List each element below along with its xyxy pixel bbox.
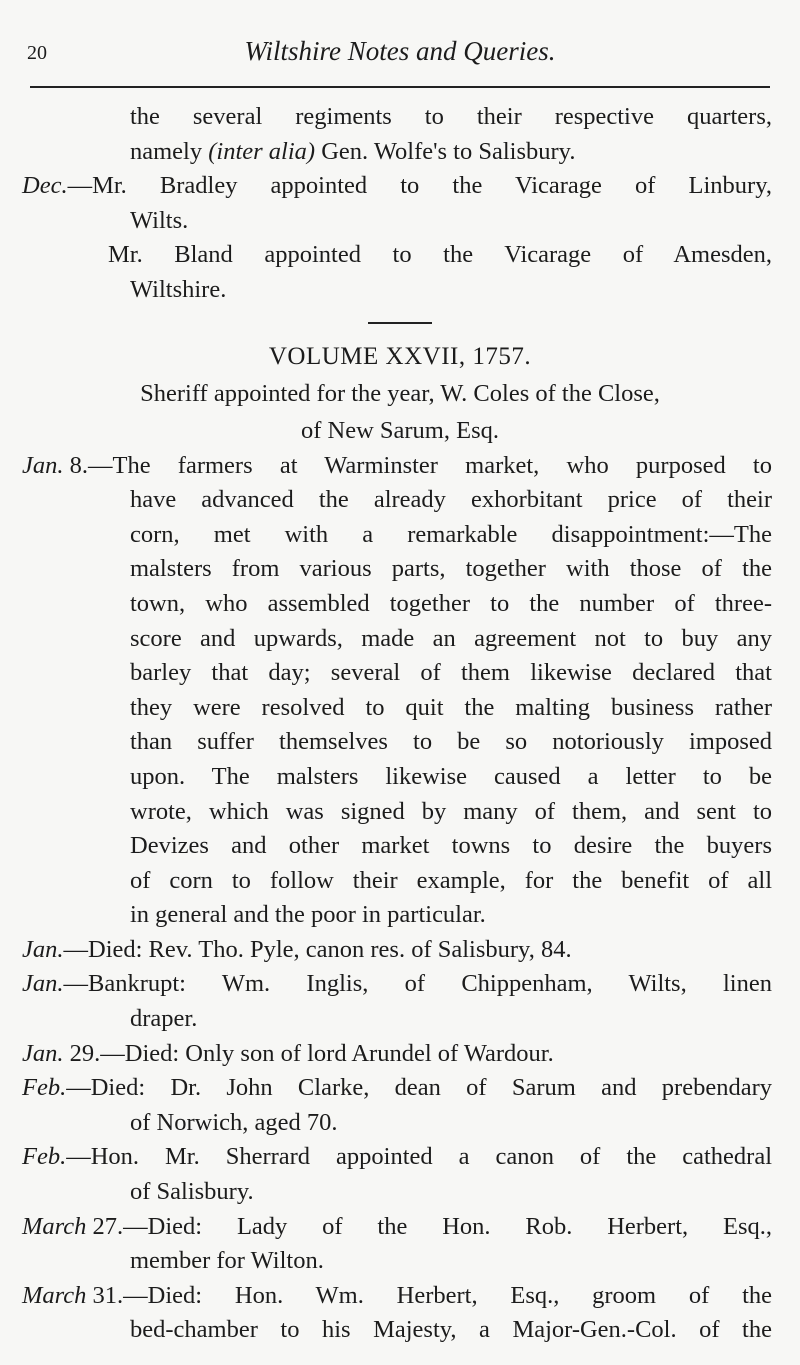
entry-first-line: Mr. Bland appointed to the Vicarage of Amesden, [108, 241, 772, 269]
entry-month: Feb. [22, 1143, 67, 1171]
entry-day: 29. [69, 1039, 101, 1067]
entry-date [22, 967, 64, 1002]
entry-day: 31. [92, 1281, 124, 1309]
entry-date [22, 1071, 66, 1106]
entry-continuation-line: Wilts. [130, 206, 189, 234]
volume-intro-line: of New Sarum, Esq. [300, 416, 499, 444]
entry-text: —Died: Only son of lord Arundel of Wardour. [100, 1039, 554, 1067]
entry-first-line [22, 1210, 772, 1245]
chronicle-entry [0, 1071, 800, 1140]
entry-first-line [22, 1140, 772, 1175]
entry-continuation-line: wrote, which was signed by many of them, and sent to [130, 797, 772, 825]
entry-continuation-line: of Salisbury. [130, 1178, 254, 1206]
entry-first-line [22, 449, 772, 484]
entry-date [22, 449, 88, 484]
entry-date [22, 1037, 100, 1072]
chronicle-entry [0, 238, 800, 307]
page-body [0, 100, 800, 1348]
chronicle-entry [0, 169, 800, 238]
chronicle-entry [0, 1279, 800, 1348]
page-number: 20 [27, 42, 47, 64]
text-line: namely (inter alia) Gen. Wolfe's to Salisbury. [130, 137, 576, 165]
entry-first-line [22, 933, 772, 968]
entry-date [22, 1140, 66, 1175]
entry-text: —Died: Lady of the Hon. Rob. Herbert, Esq., [123, 1212, 772, 1240]
entry-continuation-line: bed-chamber to his Majesty, a Major-Gen.-Col. of the [130, 1316, 772, 1344]
entry-date [22, 1210, 123, 1245]
entry-first-line [22, 169, 772, 204]
entry-month: Dec. [22, 172, 68, 200]
chronicle-entry [0, 933, 800, 968]
entries-before-volume [0, 169, 800, 307]
entry-day: 8. [69, 451, 88, 479]
entry-month: Jan. [22, 451, 64, 479]
entry-date [22, 1279, 123, 1314]
running-header [0, 36, 800, 72]
entry-continuation-line: draper. [130, 1005, 198, 1033]
entry-month: Feb. [22, 1074, 67, 1102]
entry-continuation-line: Wiltshire. [130, 275, 227, 303]
entry-text: —Died: Dr. John Clarke, dean of Sarum and prebendary [66, 1074, 772, 1102]
entries-1757 [0, 449, 800, 1348]
chronicle-entry [0, 1037, 800, 1072]
text-line: the several regiments to their respective quarters, [130, 103, 772, 130]
entry-text: —Died: Rev. Tho. Pyle, canon res. of Salisbury, 84. [63, 935, 572, 963]
entry-month: Jan. [22, 935, 64, 963]
entry-continuation-line: have advanced the already exhorbitant price of their [130, 486, 772, 514]
entry-continuation-line: they were resolved to quit the malting business rather [130, 693, 772, 721]
entry-text: —Bankrupt: Wm. Inglis, of Chippenham, Wilts, linen [63, 970, 772, 998]
entry-text: —Hon. Mr. Sherrard appointed a canon of the cathedral [66, 1143, 772, 1171]
entry-continuation-line: in general and the poor in particular. [130, 901, 486, 929]
entry-first-line [22, 1037, 772, 1072]
section-divider [368, 322, 432, 324]
continued-text [0, 100, 800, 169]
entry-text: —The farmers at Warminster market, who purposed to [88, 451, 772, 479]
entry-continuation-line: than suffer themselves to be so notoriously imposed [130, 728, 772, 756]
entry-month: March [22, 1212, 87, 1240]
header-rule [30, 86, 770, 88]
entry-month: Jan. [22, 1039, 64, 1067]
entry-date [22, 169, 68, 204]
entry-text: —Mr. Bradley appointed to the Vicarage of Linbury, [67, 172, 772, 200]
volume-heading: VOLUME XXVII, 1757. [268, 342, 532, 370]
entry-continuation-line: of corn to follow their example, for the benefit of all [130, 866, 772, 894]
entry-continuation-line: Devizes and other market towns to desire the buyers [130, 832, 772, 860]
volume-intro-line: Sheriff appointed for the year, W. Coles of the Close, [140, 379, 660, 407]
entry-continuation-line: upon. The malsters likewise caused a letter to be [130, 762, 772, 790]
chronicle-entry [0, 449, 800, 933]
chronicle-entry [0, 967, 800, 1036]
entry-continuation-line: corn, met with a remarkable disappointment:—The [130, 520, 772, 548]
entry-continuation-line: of Norwich, aged 70. [130, 1108, 338, 1136]
latin-phrase: (inter alia) [208, 137, 316, 165]
entry-first-line [22, 1279, 772, 1314]
entry-first-line [22, 967, 772, 1002]
entry-date [22, 933, 64, 968]
entry-text: —Died: Hon. Wm. Herbert, Esq., groom of the [123, 1281, 772, 1309]
entry-month: March [22, 1281, 87, 1309]
entry-continuation-line: malsters from various parts, together with those of the [130, 555, 772, 583]
entry-first-line [22, 1071, 772, 1106]
entry-continuation-line: score and upwards, made an agreement not to buy any [130, 624, 772, 652]
entry-day: 27. [92, 1212, 124, 1240]
running-title: Wiltshire Notes and Queries. [244, 36, 556, 66]
chronicle-entry [0, 1210, 800, 1279]
entry-continuation-line: town, who assembled together to the number of three- [130, 589, 772, 617]
entry-continuation-line: barley that day; several of them likewise declared that [130, 659, 772, 687]
entry-month: Jan. [22, 970, 64, 998]
chronicle-entry [0, 1140, 800, 1209]
entry-continuation-line: member for Wilton. [130, 1247, 324, 1275]
